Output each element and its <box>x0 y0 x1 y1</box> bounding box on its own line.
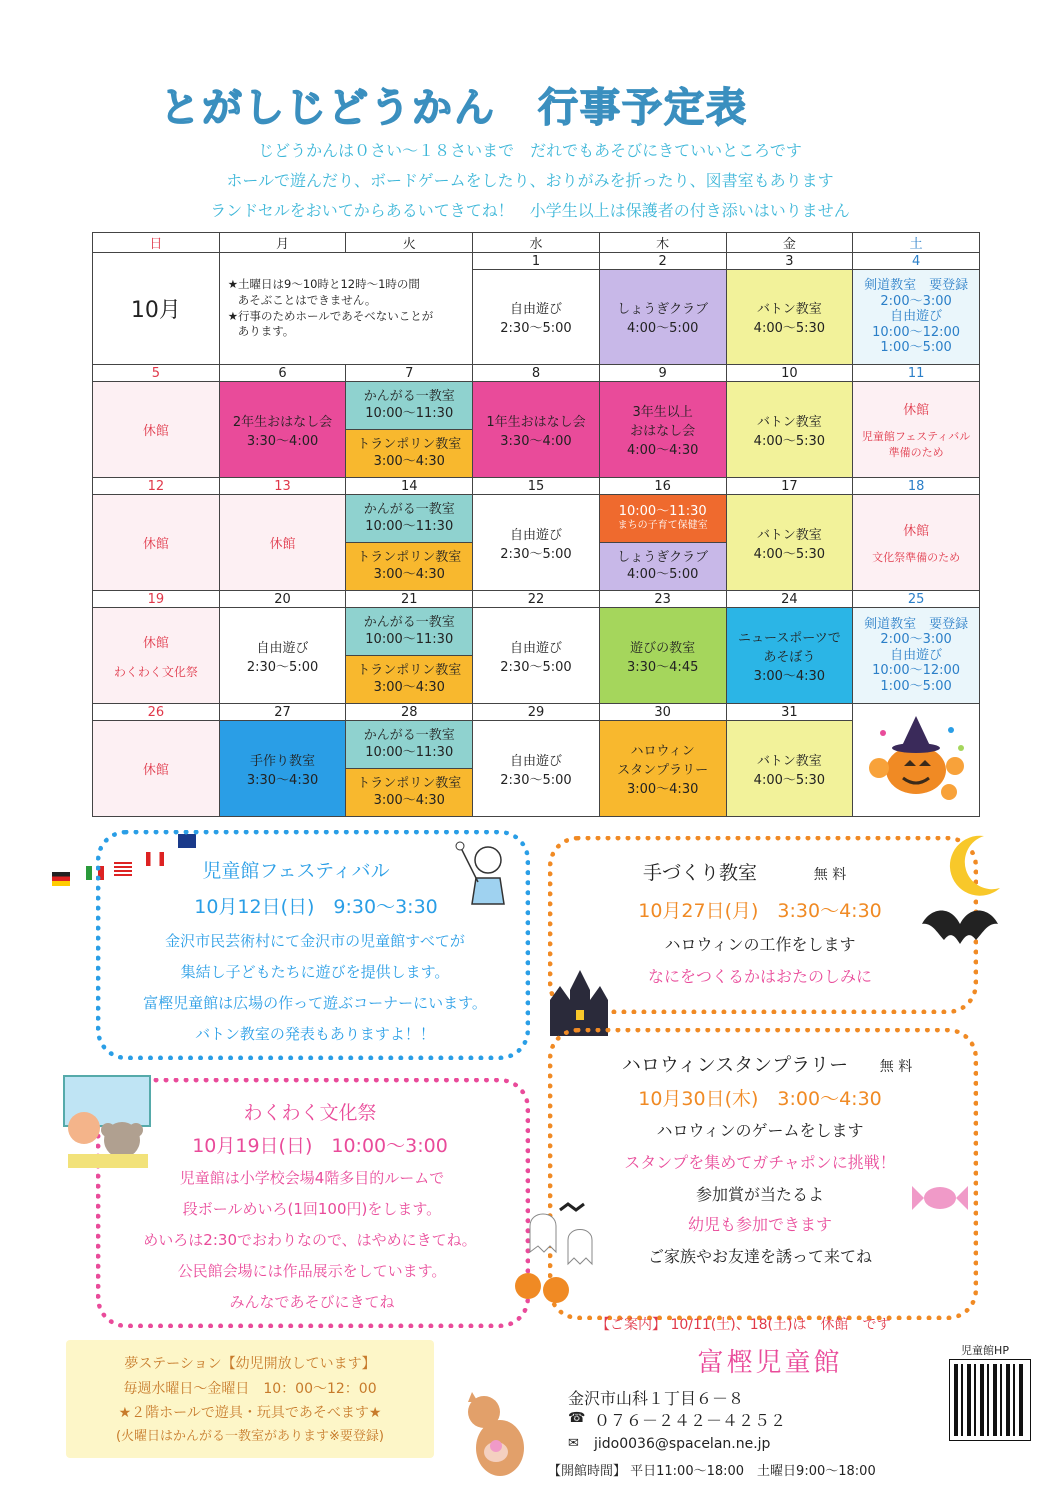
bunkasai-date: 10月19日(日) 10:00～3:00 <box>192 1135 448 1157</box>
event-slot <box>346 721 472 768</box>
kangaroo-icon <box>456 1386 540 1482</box>
event-cell <box>346 721 473 817</box>
event-cell <box>219 382 346 478</box>
closure-notice: 【ご案内】 10/11(土)、18(土)は 休館 です <box>596 1317 891 1333</box>
day-number: 30 <box>599 704 726 721</box>
event-cell <box>726 270 853 365</box>
event-cell <box>219 608 346 704</box>
intro-line-2: ホールで遊んだり、ボードゲームをしたり、おりがみを折ったり、図書室もあります <box>226 171 834 190</box>
event-time: 3:30～4:00 <box>246 433 319 449</box>
intro-line-3: ランドセルをおいてからあるいてきてね！ 小学生以上は保護者の付き添いはいりません <box>210 201 850 220</box>
event-cell <box>599 608 726 704</box>
event-time: 3:30～4:00 <box>500 433 572 449</box>
event-slot <box>346 382 472 429</box>
month-label: 10月 <box>93 253 220 365</box>
weekday-tue: 火 <box>346 233 473 253</box>
day-number: 11 <box>853 365 980 382</box>
event-name: かんがる一教室 <box>363 615 455 631</box>
qr-code-icon[interactable] <box>950 1360 1030 1440</box>
event-cell <box>599 495 726 591</box>
bunkasai-line: 児童館は小学校会場4階多目的ルームで <box>179 1169 445 1187</box>
day-number: 15 <box>473 478 600 495</box>
flag-icon <box>52 872 70 886</box>
bunkasai-line: 公民館会場には作品展示をしています。 <box>177 1262 447 1280</box>
weekday-mon: 月 <box>219 233 346 253</box>
event-note: 児童館フェスティバル <box>861 430 971 443</box>
event-cell <box>726 721 853 817</box>
event-name: トランポリン教室 <box>357 437 462 453</box>
event-time: 10:00～11:30 <box>365 405 454 421</box>
event-time: 2:30～5:00 <box>500 321 572 336</box>
stamp-line: 参加賞が当たるよ <box>695 1185 824 1204</box>
opening-hours: 【開館時間】 平日11:00～18:00 土曜日9:00～18:00 <box>548 1464 876 1479</box>
event-name: 自由遊び <box>256 640 309 656</box>
event-cell <box>726 495 853 591</box>
day-number: 10 <box>726 365 853 382</box>
event-cell <box>219 721 346 817</box>
pumpkin-icon <box>861 708 971 808</box>
tezukuri-line: ハロウィンの工作をします <box>664 935 856 954</box>
event-time: 2:30～5:00 <box>500 546 572 562</box>
event-slot <box>346 768 472 816</box>
center-address: 金沢市山科１丁目６－８ <box>568 1389 745 1408</box>
event-note: わくわく文化祭 <box>113 664 198 679</box>
event-time: 10:00～12:00 <box>872 663 961 679</box>
day-number: 18 <box>853 478 980 495</box>
weekday-sun: 日 <box>93 233 220 253</box>
weekday-sat: 土 <box>853 233 980 253</box>
event-name: ニュースポーツで <box>737 631 841 646</box>
phone-icon: ☎ <box>568 1410 586 1426</box>
event-time: 1:00～5:00 <box>880 340 952 356</box>
event-name: 自由遊び <box>890 647 943 663</box>
day-number: 27 <box>219 704 346 721</box>
event-name: あそぼう <box>763 650 816 665</box>
event-name: 休館 <box>903 524 930 539</box>
stamp-line: ご家族やお友達を誘って来てね <box>647 1247 872 1266</box>
day-number: 13 <box>219 478 346 495</box>
festival-line: 集結し子どもたちに遊びを提供します。 <box>180 963 450 981</box>
moon-icon <box>944 832 1004 902</box>
event-time: 4:00～5:00 <box>626 566 699 582</box>
event-name: バトン教室 <box>756 527 822 543</box>
day-number: 21 <box>346 591 473 608</box>
event-name: 手作り教室 <box>250 753 316 769</box>
center-name: 富樫児童館 <box>697 1348 843 1378</box>
event-cell <box>473 270 600 365</box>
event-name: バトン教室 <box>756 414 822 430</box>
event-time: 2:30～5:00 <box>500 659 572 675</box>
event-cell <box>853 382 980 478</box>
note-line: ★土曜日は9～10時と12時～1時の間 <box>227 277 420 292</box>
day-number: 20 <box>219 591 346 608</box>
stamp-line: 幼児も参加できます <box>687 1215 832 1234</box>
day-number: 1 <box>473 253 600 270</box>
event-name: 2年生おはなし会 <box>232 414 333 430</box>
event-name: 自由遊び <box>509 753 562 769</box>
event-name: しょうぎクラブ <box>617 302 709 317</box>
yume-line: 夢ステーション【幼児開放しています】 <box>124 1356 376 1372</box>
stamp-fee: 無 料 <box>879 1059 913 1075</box>
event-time: 3:30～4:45 <box>626 659 699 675</box>
event-cell: 休館 <box>219 495 346 591</box>
event-cell <box>599 721 726 817</box>
festival-date: 10月12日(日) 9:30～3:30 <box>194 896 438 918</box>
event-cell <box>346 495 473 591</box>
page-title: とがしじどうかん 行事予定表 <box>160 85 748 131</box>
event-note: 文化祭準備のため <box>872 551 961 564</box>
event-cell <box>473 495 600 591</box>
festival-line: 富樫児童館は広場の作って遊ぶコーナーにいます。 <box>143 994 487 1012</box>
event-cell <box>853 495 980 591</box>
event-time: 3:00～4:30 <box>373 679 445 695</box>
day-number: 7 <box>346 365 473 382</box>
event-calendar <box>92 232 980 817</box>
event-name: しょうぎクラブ <box>617 550 709 566</box>
yume-line: (火曜日はかんがる一教室があります※要登録) <box>115 1428 385 1444</box>
event-cell: 休館 <box>93 495 220 591</box>
event-cell <box>599 382 726 478</box>
event-name: かんがる一教室 <box>363 502 455 518</box>
event-name: かんがる一教室 <box>363 389 455 405</box>
event-name: 休館 <box>903 403 930 418</box>
event-name: 自由遊び <box>509 302 562 317</box>
tezukuri-line: なにをつくるかはおたのしみに <box>647 967 872 986</box>
weekday-header <box>93 233 980 253</box>
event-time: 3:00～4:30 <box>626 782 699 797</box>
event-time: 10:00～11:30 <box>365 744 454 760</box>
day-number: 22 <box>473 591 600 608</box>
event-name: 剣道教室 要登録 <box>864 616 969 632</box>
calendar-note <box>219 253 472 365</box>
intro-line-1: じどうかんは０さい～１８さいまで だれでもあそびにきていいところです <box>258 141 802 160</box>
day-number: 19 <box>93 591 220 608</box>
event-slot <box>600 495 726 542</box>
event-cell <box>726 382 853 478</box>
event-time: 4:00～5:30 <box>753 546 826 562</box>
day-number: 24 <box>726 591 853 608</box>
event-cell: 休館 <box>93 721 220 817</box>
event-time: 3:00～4:30 <box>753 669 826 684</box>
day-number: 12 <box>93 478 220 495</box>
stamp-title: ハロウィンスタンプラリー <box>621 1054 849 1076</box>
tezukuri-fee: 無 料 <box>813 867 847 883</box>
note-line: ★行事のためホールであそべないことが <box>227 308 434 323</box>
bunkasai-line: みんなであそびにきてね <box>229 1293 395 1311</box>
event-time: 10:00～12:00 <box>872 324 961 340</box>
day-number: 2 <box>599 253 726 270</box>
event-time: 4:00～5:30 <box>753 321 826 336</box>
weekday-thu: 木 <box>599 233 726 253</box>
event-name: トランポリン教室 <box>357 550 462 566</box>
stamp-date: 10月30日(木) 3:00～4:30 <box>638 1088 882 1110</box>
yume-line: ★２階ホールで遊具・玩具であそべます★ <box>118 1405 382 1421</box>
event-time: 3:30～4:30 <box>246 772 319 788</box>
event-time: 10:00～11:30 <box>618 504 707 520</box>
event-name: バトン教室 <box>756 302 822 317</box>
day-number: 28 <box>346 704 473 721</box>
day-number: 8 <box>473 365 600 382</box>
event-name: ハロウィン <box>630 744 695 759</box>
event-name: 自由遊び <box>509 527 562 543</box>
day-number: 17 <box>726 478 853 495</box>
event-time: 3:00～4:30 <box>373 792 445 808</box>
bunkasai-line: めいろは2:30でおわりなので、はやめにきてね。 <box>143 1231 477 1249</box>
event-time: 4:00～5:30 <box>753 433 826 449</box>
event-name: トランポリン教室 <box>357 663 462 679</box>
event-time: 1:00～5:00 <box>880 678 952 694</box>
event-slot <box>346 608 472 655</box>
bat-icon <box>920 904 1000 954</box>
weekday-wed: 水 <box>473 233 600 253</box>
event-name: 自由遊び <box>509 640 562 656</box>
event-name: おはなし会 <box>630 424 696 439</box>
yume-line: 毎週水曜日～金曜日 10：00～12：00 <box>123 1380 377 1397</box>
weekday-fri: 金 <box>726 233 853 253</box>
event-name: トランポリン教室 <box>357 776 462 792</box>
event-time: 10:00～11:30 <box>365 518 454 534</box>
event-name: 休館 <box>142 635 169 651</box>
day-number: 14 <box>346 478 473 495</box>
event-name: 遊びの教室 <box>630 640 696 656</box>
event-time: 2:00～3:00 <box>880 632 952 648</box>
koala-painting-icon <box>48 1064 158 1174</box>
event-cell <box>473 608 600 704</box>
event-time: 10:00～11:30 <box>365 631 454 647</box>
event-slot <box>346 495 472 542</box>
event-cell: 休館 <box>93 382 220 478</box>
event-name: 1年生おはなし会 <box>486 414 586 430</box>
day-number: 31 <box>726 704 853 721</box>
event-cell <box>346 608 473 704</box>
note-line: あります。 <box>237 324 295 339</box>
day-number: 16 <box>599 478 726 495</box>
event-name: 3年生以上 <box>632 405 693 420</box>
event-cell <box>346 382 473 478</box>
note-line: あそぶことはできません。 <box>237 292 377 307</box>
event-time: 4:00～4:30 <box>626 443 699 458</box>
event-slot <box>346 429 472 477</box>
event-cell <box>93 608 220 704</box>
day-number: 23 <box>599 591 726 608</box>
event-name: まちの子育て保健室 <box>617 520 708 532</box>
tezukuri-date: 10月27日(月) 3:30～4:30 <box>638 900 882 922</box>
day-number: 26 <box>93 704 220 721</box>
event-name: 剣道教室 要登録 <box>864 278 969 294</box>
event-time: 2:30～5:00 <box>246 659 319 675</box>
day-number: 9 <box>599 365 726 382</box>
day-number: 25 <box>853 591 980 608</box>
event-name: かんがる一教室 <box>363 728 455 744</box>
day-number: 6 <box>219 365 346 382</box>
day-number: 5 <box>93 365 220 382</box>
homepage-label: 児童館HP <box>961 1344 1009 1357</box>
center-email[interactable]: jido0036@spacelan.ne.jp <box>594 1436 771 1452</box>
ghost-pumpkin-icon <box>500 1186 640 1306</box>
event-cell <box>599 270 726 365</box>
event-cell <box>473 721 600 817</box>
event-time: 2:00～3:00 <box>880 293 952 309</box>
day-number: 29 <box>473 704 600 721</box>
day-number: 4 <box>853 253 980 270</box>
baton-girl-icon <box>452 838 522 918</box>
event-time: 4:00～5:30 <box>753 772 826 788</box>
candy-icon <box>910 1178 970 1218</box>
event-time: 4:00～5:00 <box>626 321 699 336</box>
stamp-line: ハロウィンのゲームをします <box>656 1121 864 1140</box>
tezukuri-title: 手づくり教室 <box>642 862 757 884</box>
event-cell <box>726 608 853 704</box>
festival-title: 児童館フェスティバル <box>202 860 390 882</box>
center-phone[interactable]: ０７６－２４２－４２５２ <box>594 1411 787 1430</box>
event-note: 準備のため <box>888 446 944 459</box>
event-name: 自由遊び <box>890 309 943 325</box>
day-number: 3 <box>726 253 853 270</box>
festival-line: バトン教室の発表もありますよ！！ <box>195 1025 435 1043</box>
event-name: スタンプラリー <box>617 763 709 778</box>
bunkasai-title: わくわく文化祭 <box>243 1102 377 1124</box>
yume-station-panel <box>66 1340 434 1458</box>
stamp-line: スタンプを集めてガチャポンに挑戦！ <box>624 1153 896 1172</box>
festival-line: 金沢市民芸術村にて金沢市の児童館すべてが <box>165 932 465 950</box>
event-slot <box>346 655 472 703</box>
event-cell <box>853 608 980 704</box>
mail-icon: ✉ <box>568 1436 579 1451</box>
event-time: 3:00～4:30 <box>373 453 445 469</box>
event-time: 2:30～5:00 <box>500 772 572 788</box>
event-time: 3:00～4:30 <box>373 566 445 582</box>
event-cell <box>473 382 600 478</box>
bunkasai-line: 段ボールめいろ(1回100円)をします。 <box>182 1200 442 1218</box>
event-name: バトン教室 <box>756 753 822 769</box>
event-slot <box>600 542 726 590</box>
halloween-illustration <box>853 704 980 817</box>
event-cell <box>853 270 980 365</box>
event-slot <box>346 542 472 590</box>
